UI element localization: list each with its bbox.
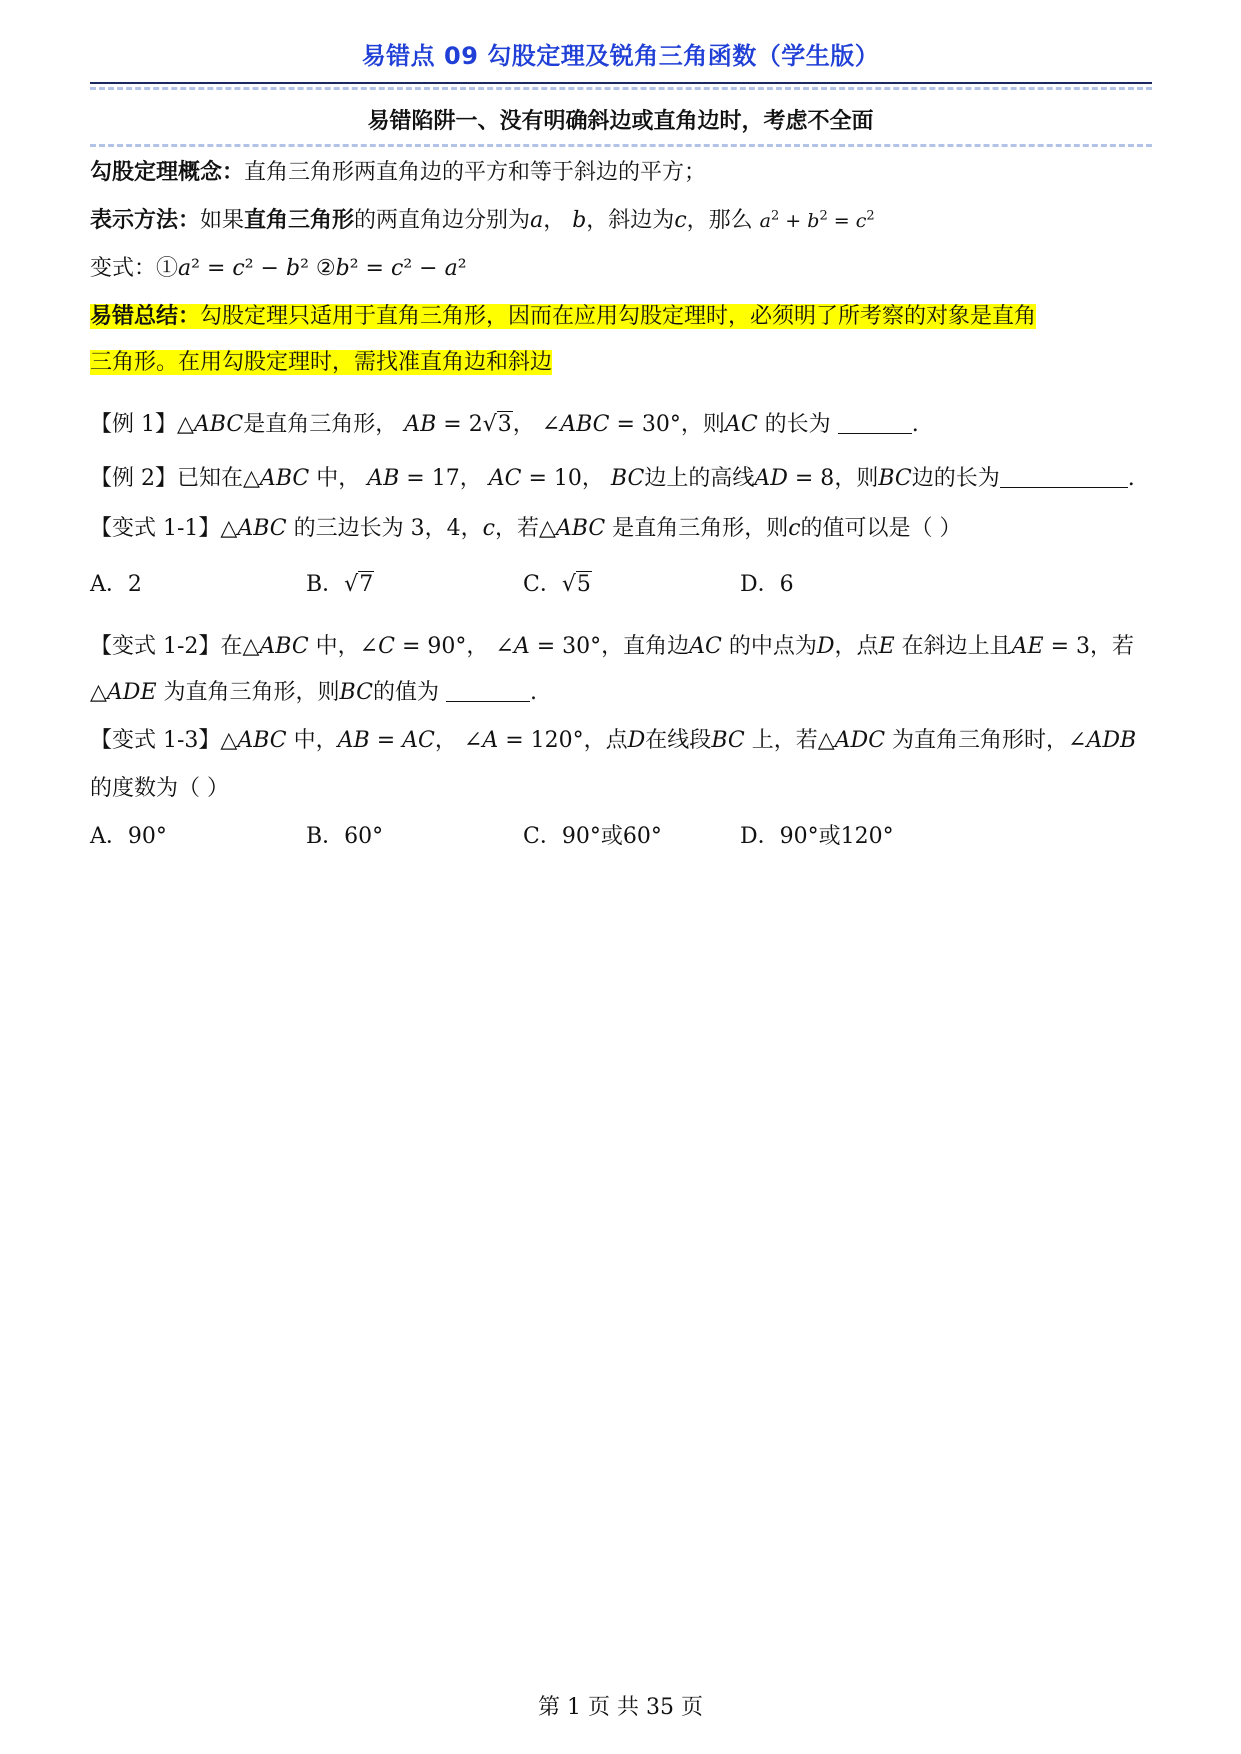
- option-c-value: 5: [576, 572, 591, 597]
- variant-1-2-label: 【变式 1-2】: [90, 634, 221, 659]
- seg-ae: AE: [1011, 634, 1044, 659]
- v12-text-7: 在斜边上且: [901, 634, 1012, 659]
- triangle-abc-2: △ABC: [538, 516, 606, 541]
- point-d: D: [627, 728, 646, 753]
- v12-text-6: ，点: [834, 634, 879, 659]
- v12-text-1: 在: [220, 634, 243, 659]
- method-text-2: 的两直角边分别为: [354, 208, 531, 233]
- method-label: 表示方法：: [90, 208, 201, 233]
- ex2-sep2: ，: [581, 466, 604, 491]
- angle-abc: ∠ABC: [541, 412, 610, 437]
- v13-sep1: ，: [434, 728, 457, 753]
- seg-ab: AB: [337, 728, 370, 753]
- variant-1-3-label: 【变式 1-3】: [90, 728, 221, 753]
- v12-text-2: 中，: [315, 634, 360, 659]
- seg-ab: AB: [367, 466, 400, 491]
- example-1-label: 【例 1】: [90, 412, 177, 437]
- angle-a: ∠A: [463, 728, 499, 753]
- ex1-eq2: = 30°: [609, 412, 681, 437]
- header-dash-rule: [90, 87, 1152, 90]
- sqrt-arg: 3: [497, 412, 512, 437]
- method-line: [90, 204, 1160, 238]
- v12-text-8: ，若: [1090, 634, 1135, 659]
- answer-blank-3[interactable]: [446, 679, 530, 702]
- seg-bc-2: BC: [878, 466, 912, 491]
- option-b[interactable]: [306, 820, 383, 854]
- ex2-text-6: ，则: [834, 466, 879, 491]
- variant-1-2-line-2: [90, 676, 1160, 710]
- triangle-ade: △ADE: [90, 680, 157, 705]
- seg-ab: AB: [404, 412, 437, 437]
- sqrt-7: √7: [344, 572, 374, 597]
- v12-text-5: 的中点为: [728, 634, 817, 659]
- page-footer: 第 1 页 共 35 页: [538, 1695, 703, 1720]
- triangle-abc: △ABC: [220, 728, 287, 753]
- var-c: c: [674, 208, 687, 233]
- option-c[interactable]: [523, 568, 592, 602]
- method-text-4: ，那么: [686, 208, 753, 233]
- v12-v3: = 3: [1043, 634, 1091, 659]
- ex2-text-7: 边的长为: [911, 466, 1000, 491]
- ex1-text-4: 的长为: [764, 412, 831, 437]
- option-b-label: B．: [306, 824, 345, 849]
- variant-mark-1: ①: [156, 256, 179, 281]
- summary-text-2: 三角形。在用勾股定理时，需找准直角边和斜边: [90, 350, 553, 375]
- variant-1-1: [90, 512, 1160, 546]
- example-2-label: 【例 2】: [90, 466, 177, 491]
- v13-v1: = 120°: [498, 728, 584, 753]
- angle-a: ∠A: [495, 634, 530, 659]
- seg-ad: AD: [754, 466, 788, 491]
- option-a-value: 90°: [127, 824, 167, 849]
- v12-end: .: [529, 680, 537, 705]
- option-d[interactable]: [740, 820, 894, 854]
- v13-text-3: ，点: [583, 728, 628, 753]
- variant-1-3: [90, 724, 1160, 758]
- method-sep: ，: [543, 208, 566, 233]
- point-d: D: [816, 634, 835, 659]
- v13-text-5: 上，若: [751, 728, 818, 753]
- summary-text-1: 勾股定理只适用于直角三角形，因而在应用勾股定理时，必须明了所考察的对象是直角: [200, 304, 1037, 329]
- example-2: [90, 462, 1160, 496]
- ex2-v1: = 17: [399, 466, 460, 491]
- v11-text-1: 的三边长为 3，4，: [293, 516, 483, 541]
- triangle-abc: △ABC: [220, 516, 287, 541]
- ex1-end: .: [911, 412, 919, 437]
- seg-ac: AC: [724, 412, 758, 437]
- seg-ac: AC: [689, 634, 722, 659]
- option-a[interactable]: [90, 820, 167, 854]
- method-text-1: 如果: [200, 208, 245, 233]
- ex2-text-2: 中，: [316, 466, 361, 491]
- variant-1-1-label: 【变式 1-1】: [90, 516, 221, 541]
- variant-mark-2: ②: [315, 256, 336, 281]
- variant-formula-2: b² = c² − a²: [335, 256, 467, 281]
- variant-label: 变式：: [90, 256, 157, 281]
- triangle-abc: △ABC: [177, 412, 244, 437]
- seg-bc: BC: [610, 466, 645, 491]
- v12-sep1: ，: [466, 634, 489, 659]
- summary-line-2: [90, 346, 1160, 380]
- v11-text-2: ，若: [494, 516, 539, 541]
- option-a-label: A．: [90, 824, 128, 849]
- section-dash-rule: [90, 144, 1152, 147]
- ex1-text-1: 是直角三角形，: [243, 412, 398, 437]
- variant-line: [90, 252, 1160, 286]
- option-b[interactable]: [306, 568, 374, 602]
- ex2-v3: = 8: [787, 466, 835, 491]
- v13-eq: =: [369, 728, 403, 753]
- v12-text-9: 为直角三角形，则: [163, 680, 340, 705]
- v12-text-10: 的值为: [372, 680, 439, 705]
- section-title: 易错陷阱一、没有明确斜边或直角边时，考虑不全面: [367, 109, 874, 134]
- variant-1-2: [90, 630, 1160, 664]
- option-b-value: 60°: [344, 824, 384, 849]
- v13-text-4: 在线段: [645, 728, 712, 753]
- point-e: E: [878, 634, 895, 659]
- var-a: a: [530, 208, 544, 233]
- option-d-label: D．: [740, 824, 780, 849]
- v12-text-4: ，直角边: [601, 634, 690, 659]
- v13-text-1: 中，: [293, 728, 338, 753]
- option-b-value: 7: [359, 572, 374, 597]
- option-a[interactable]: [90, 568, 142, 602]
- var-c-2: c: [788, 516, 801, 541]
- v12-v2: = 30°: [529, 634, 602, 659]
- ex1-sep: ，: [512, 412, 535, 437]
- v13-text-6: 为直角三角形时，: [892, 728, 1069, 753]
- ex2-text-1: 已知在: [177, 466, 244, 491]
- option-b-label: B．: [306, 572, 345, 597]
- ex1-text-3: ，则: [680, 412, 725, 437]
- concept-text: 直角三角形两直角边的平方和等于斜边的平方；: [244, 160, 707, 185]
- ex2-sep1: ，: [459, 466, 482, 491]
- option-d[interactable]: [740, 568, 794, 602]
- method-text-3: ，斜边为: [586, 208, 675, 233]
- sqrt-5: √5: [561, 572, 591, 597]
- variant-formula-1: a² = c² − b²: [178, 256, 309, 281]
- v12-v1: = 90°: [394, 634, 467, 659]
- triangle-abc: △ABC: [242, 634, 309, 659]
- seg-ac: AC: [488, 466, 522, 491]
- option-c-value: 90°或60°: [561, 824, 662, 849]
- pythagoras-formula: $a^2 + b^2 = c^2$: [759, 208, 875, 232]
- option-d-value: 6: [779, 572, 794, 597]
- example-1: [90, 408, 1160, 442]
- summary-label: 易错总结：: [90, 304, 201, 329]
- sqrt-3: √3: [482, 412, 512, 437]
- seg-bc: BC: [711, 728, 745, 753]
- answer-blank-1[interactable]: [838, 411, 912, 434]
- ex1-eq1: = 2: [436, 412, 483, 437]
- triangle-adc: △ADC: [817, 728, 886, 753]
- header-rule: [90, 82, 1152, 84]
- variant-1-3-line-2: [90, 772, 1160, 806]
- document-title: 易错点 09 勾股定理及锐角三角函数（学生版）: [361, 42, 880, 70]
- v13-text-line2: 的度数为（ ）: [90, 776, 229, 801]
- concept-line: [90, 156, 1160, 190]
- angle-adb: ∠ADB: [1068, 728, 1137, 753]
- option-d-value: 90°或120°: [779, 824, 894, 849]
- var-c: c: [482, 516, 495, 541]
- option-a-label: A．: [90, 572, 128, 597]
- method-bold-term: 直角三角形: [244, 208, 355, 233]
- v11-text-3: 是直角三角形，则: [612, 516, 789, 541]
- answer-blank-2[interactable]: [1000, 465, 1128, 488]
- summary-line-1: [90, 300, 1160, 334]
- option-c-label: C．: [523, 572, 562, 597]
- seg-bc: BC: [339, 680, 373, 705]
- option-c-label: C．: [523, 824, 562, 849]
- option-d-label: D．: [740, 572, 780, 597]
- concept-label: 勾股定理概念：: [90, 160, 245, 185]
- ex2-text-5: 边上的高线: [644, 466, 755, 491]
- var-b: b: [572, 208, 587, 233]
- angle-c: ∠C: [359, 634, 395, 659]
- ex2-v2: = 10: [521, 466, 582, 491]
- v11-text-4: 的值可以是（ ）: [800, 516, 962, 541]
- seg-ac: AC: [402, 728, 435, 753]
- option-a-value: 2: [127, 572, 142, 597]
- option-c[interactable]: [523, 820, 662, 854]
- triangle-abc: △ABC: [243, 466, 310, 491]
- ex2-end: .: [1127, 466, 1135, 491]
